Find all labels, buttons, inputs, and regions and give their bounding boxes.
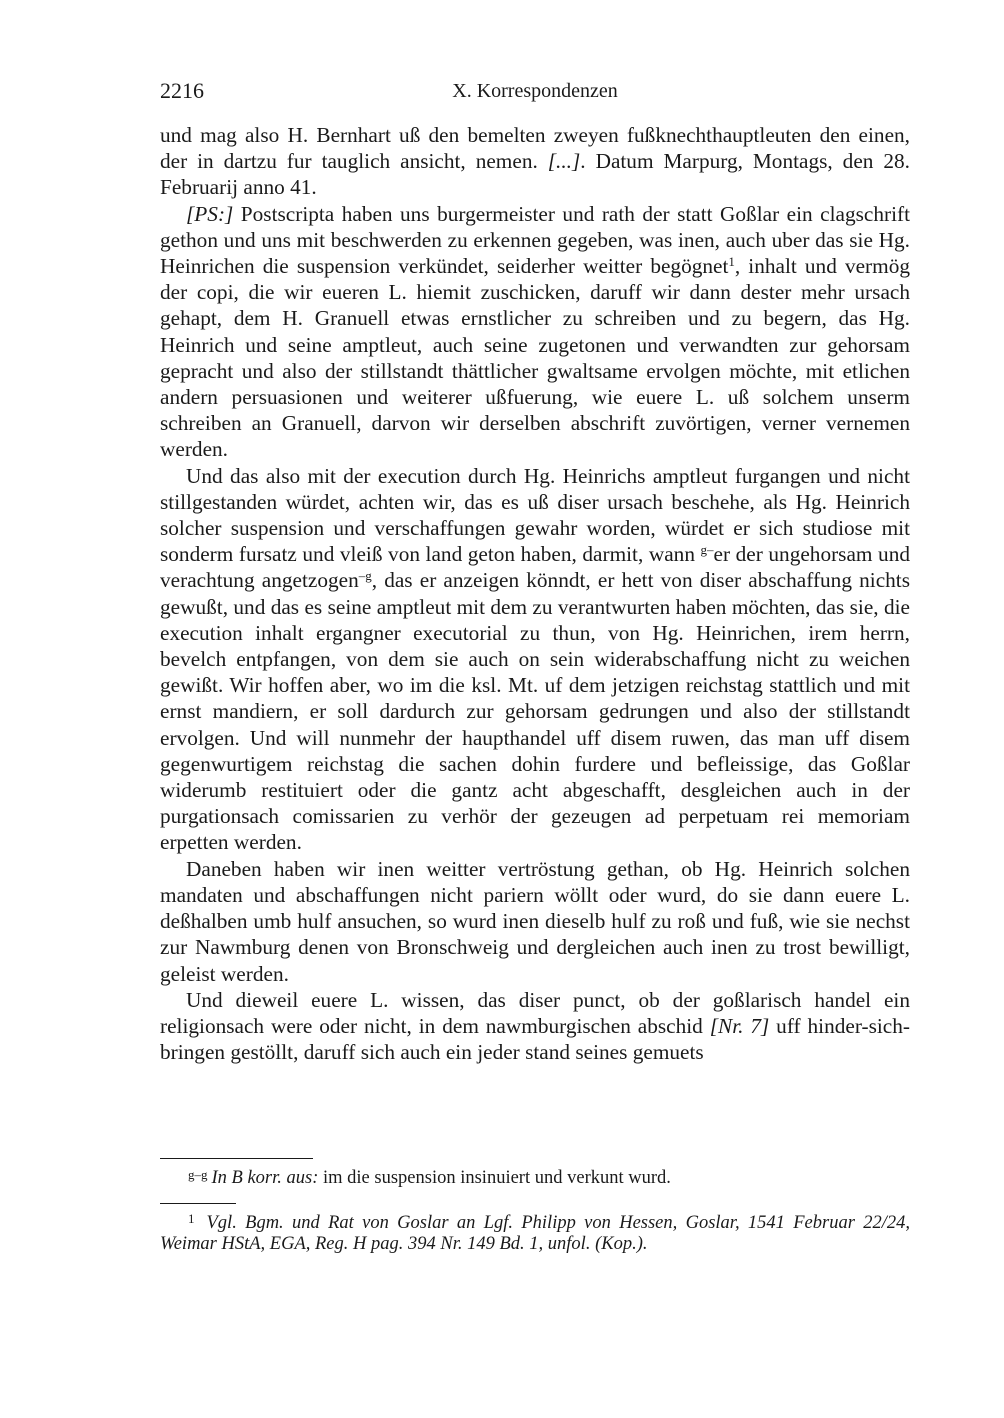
variant-mark-close: –g	[358, 568, 372, 584]
cross-reference: [Nr. 7]	[709, 1013, 770, 1038]
paragraph-postscript	[160, 201, 910, 463]
footnote-reference: 1	[728, 254, 735, 270]
variant-footnote-text: im die suspension insinuiert und verkunt wurd.	[318, 1168, 671, 1188]
text-segment: . Datum Marpurg, Montags, den 28. Februarij anno 41.	[160, 149, 910, 200]
footnote-rule-variant	[160, 1158, 313, 1159]
variant-footnote-label: In B korr. aus:	[211, 1168, 319, 1188]
text-segment: und mag also H. Bernhart uß den bemelten zweyen fußknechthauptleuten den einen, der in dartzu fur tauglich ansicht, nemen.	[160, 123, 910, 174]
footnote-1	[160, 1208, 910, 1255]
text-segment: , inhalt und vermög der copi, die wir eueren L. hiemit zuschicken, daruff wir dann dester mehr ursach gehapt, dem H. Granuell etwas ernstlicher zu schreiben und zu begern, das Hg. Heinrich und seine amptleut, auch seine zugetonen und verwandten zur gehorsam gepracht und also der stillstandt thättlicher gwaltsame ervolgen möchte, mit etlichen andern persuasionen und weiterer ußfuerung, wie euere L. uß solchem unserm schreiben an Granuell, darvon wir derselben abschrift zuvörtigen, verner vernemen werden.	[160, 254, 910, 462]
running-title: X. Korrespondenzen	[452, 80, 618, 102]
text-segment: Postscripta haben uns burgermeister und rath der statt Goßlar ein clagschrift gethon und uns mit beschwerden zu erkennen gegeben, was inen, auch uber das sie Hg. Heinrichen die suspension verkündet, seiderher weitter begögnet	[160, 201, 910, 279]
text-segment: Daneben haben wir inen weitter vertröstung gethan, ob Hg. Heinrich solchen mandaten und abschaffungen nicht pariern wöllt oder wurd, do sie dann euere L. deßhalben umb hulf ansuchen, so wurd inen dieselb hulf zu roß und fuß, wie sie nechst zur Nawmburg denen von Bronschweig und dergleichen auch inen zu trost bewilligt, geleist werden.	[160, 856, 910, 986]
text-segment: Und das also mit der execution durch Hg. Heinrichs amptleut furgangen und nicht stillgestanden würdet, achten wir, das es uß diser ursach beschehe, als Hg. Heinrich solcher suspension und verschaffungen gewahr worden, würdet er sich studiose mit sonderm fursatz und vleiß von land geton haben, darmit, wann	[160, 463, 910, 567]
variant-mark-open: g–	[700, 542, 714, 558]
footnote-variant	[160, 1164, 910, 1189]
paragraph-1	[160, 122, 910, 201]
postscript-label: [PS:]	[186, 201, 234, 226]
text-segment: Und dieweil euere L. wissen, das diser punct, ob der goßlarisch handel ein religionsach were oder nicht, in dem nawmburgischen abschid	[160, 987, 910, 1038]
text-segment: er der ungehorsam und verachtung angetzogen	[160, 542, 910, 593]
text-segment: uff hinder-sich-bringen gestöllt, daruff sich auch ein jeder stand seines gemuets	[160, 1013, 910, 1065]
text-segment: , das er anzeigen könndt, er hett von diser abschaffung nichts gewußt, und das es seine amptleut mit dem zu verantwurten haben möchten, das sie, die execution inhalt ergangner executorial zu thun, von Hg. Heinrichen, irem herrn, bevelch entpfangen, von dem sie auch on sein widerabschaffung nicht zu weichen gewißt. Wir hoffen aber, wo im die ksl. Mt. uf dem jetzigen reichstag stattlich und mit ernst mandiern, er soll dardurch zur gehorsam gedrungen und also der stillstandt ervolgen. Und will nunmehr der haupthandel uff disem ruwen, das man uff disem gegenwurtigem reichstag die sachen dohin furdere und befleissige, das Goßlar widerumb restituiert oder die gantz acht abgeschafft, desgleichen auch in der purgationsach comissarien zu verhör der gezeugen ad perpetuam rei memoriam erpetten werden.	[160, 568, 910, 855]
footnote-rule-numbered	[160, 1203, 236, 1204]
page-number: 2216	[160, 78, 204, 103]
footnote-text: Vgl. Bgm. und Rat von Goslar an Lgf. Philipp von Hessen, Goslar, 1541 Februar 22/24, Weimar HStA, EGA, Reg. H pag. 394 Nr. 149 Bd. 1, unfol. (Kop.).	[160, 1213, 910, 1254]
footnote-number: 1	[188, 1211, 195, 1226]
paragraph-3	[160, 463, 910, 856]
main-text	[160, 122, 910, 1065]
editorial-omission: [...]	[547, 149, 581, 174]
variant-footnote-mark: g–g	[188, 1167, 208, 1182]
page-header	[160, 78, 910, 108]
paragraph-4	[160, 856, 910, 987]
paragraph-5	[160, 987, 910, 1066]
